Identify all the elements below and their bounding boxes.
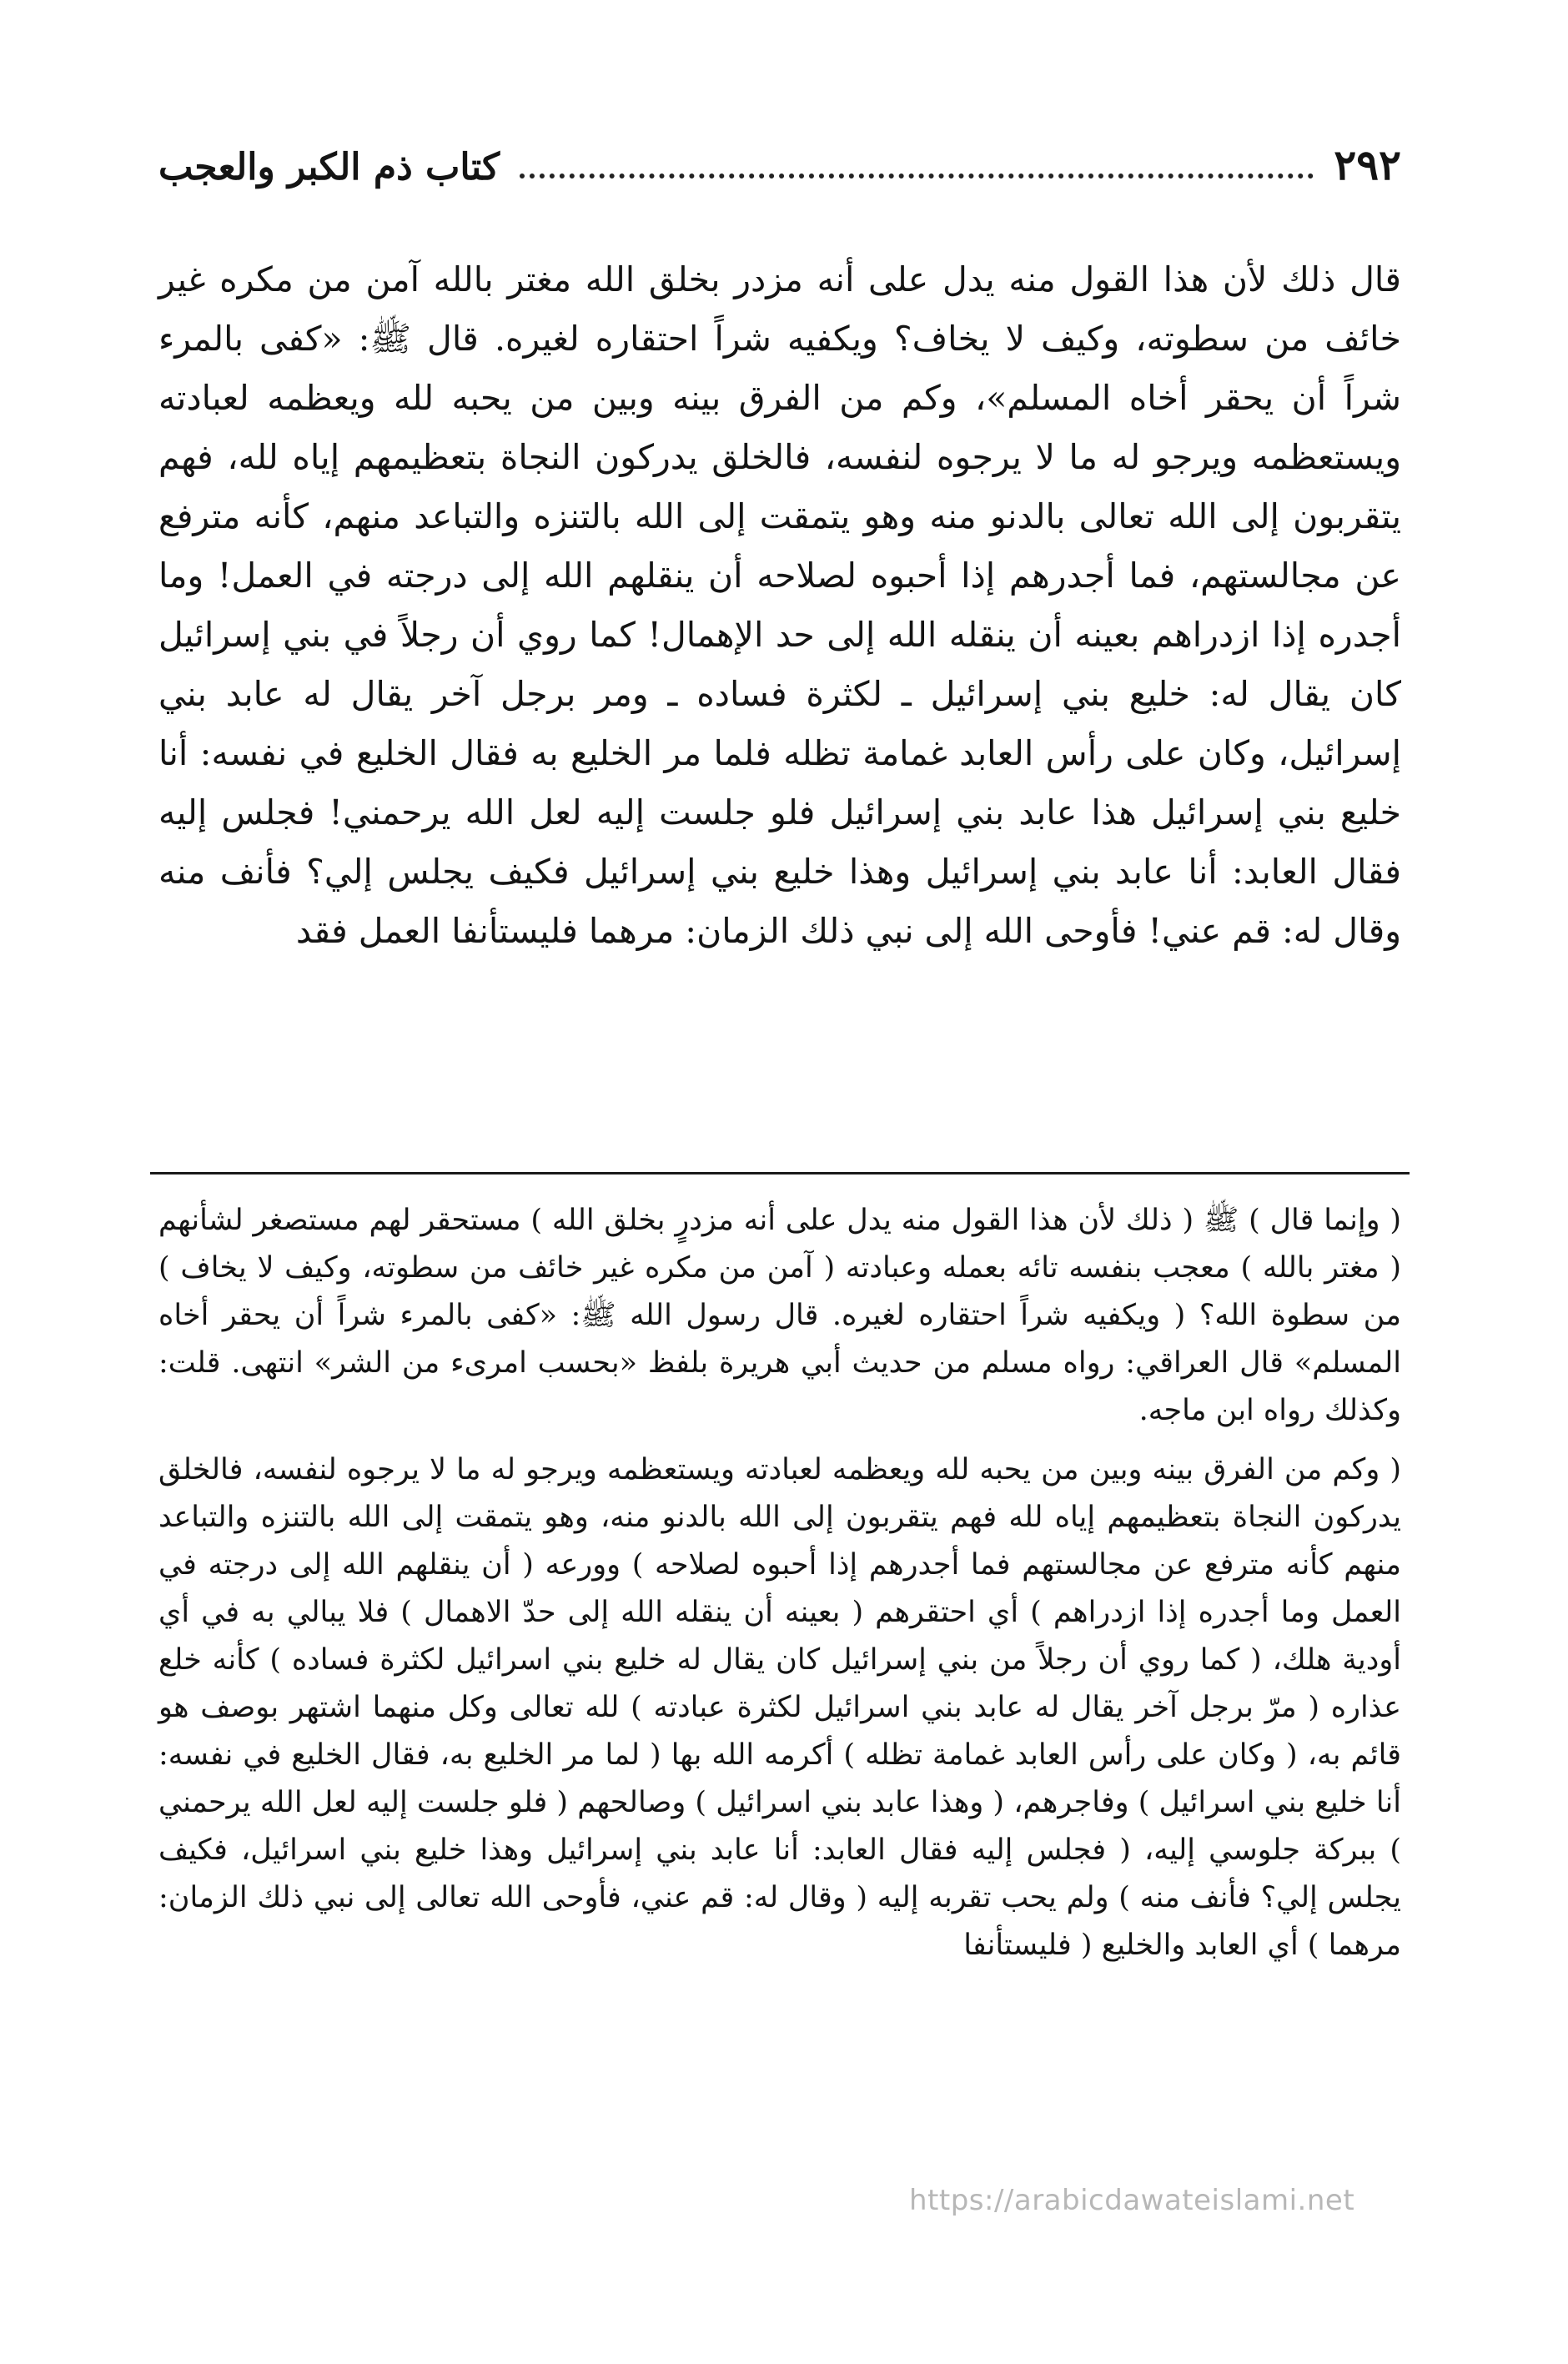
book-chapter-title: كتاب ذم الكبر والعجب: [158, 146, 500, 189]
footnote-divider: [150, 1172, 1410, 1174]
page-header: [158, 140, 1401, 200]
main-paragraph: قال ذلك لأن هذا القول منه يدل على أنه مزدر بخلق الله مغتر بالله آمن من مكره غير خائف من سطوته، وكيف لا يخاف؟ ويكفيه شراً احتقاره لغيره. قال ﷺ: «كفى بالمرء شراً أن يحقر أخاه المسلم»، وكم من الفرق بينه وبين من يحبه لله ويعظمه لعبادته ويستعظمه ويرجو له ما لا يرجوه لنفسه، فالخلق يدركون النجاة بتعظيمهم إياه لله، فهم يتقربون إلى الله تعالى بالدنو منه وهو يتمقت إلى الله بالتنزه والتباعد منهم، كأنه مترفع عن مجالستهم، فما أجدرهم إذا أحبوه لصلاحه أن ينقلهم الله إلى درجته في العمل! وما أجدره إذا ازدراهم بعينه أن ينقله الله إلى حد الإهمال! كما روي أن رجلاً في بني إسرائيل كان يقال له: خليع بني إسرائيل ـ لكثرة فساده ـ ومر برجل آخر يقال له عابد بني إسرائيل، وكان على رأس العابد غمامة تظله فلما مر الخليع به فقال الخليع في نفسه: أنا خليع بني إسرائيل هذا عابد بني إسرائيل فلو جلست إليه لعل الله يرحمني! فجلس إليه فقال العابد: أنا عابد بني إسرائيل وهذا خليع بني إسرائيل فكيف يجلس إلي؟ فأنف منه وقال له: قم عني! فأوحى الله إلى نبي ذلك الزمان: مرهما فليستأنفا العمل فقد: [158, 259, 1401, 951]
page-number: ٢٩٢: [1334, 140, 1401, 189]
header-dotted-leader: [520, 162, 1314, 179]
commentary-block: [158, 1197, 1401, 1981]
commentary-paragraph-2: ( وكم من الفرق بينه وبين من يحبه لله ويعظمه لعبادته ويستعظمه ويرجو له ما لا يرجوه لنفسه، فالخلق يدركون النجاة بتعظيمهم إياه لله فهم يتقربون إلى الله بالدنو منه، وهو يتمقت إلى الله بالتنزه والتباعد منهم كأنه مترفع عن مجالستهم فما أجدرهم إذا أحبوه لصلاحه ) وورعه ( أن ينقلهم الله إلى درجته في العمل وما أجدره إذا ازدراهم ) أي احتقرهم ( بعينه أن ينقله الله إلى حدّ الاهمال ) فلا يبالي به في أي أودية هلك، ( كما روي أن رجلاً من بني إسرائيل كان يقال له خليع بني اسرائيل لكثرة فساده ) كأنه خلع عذاره ( مرّ برجل آخر يقال له عابد بني اسرائيل لكثرة عبادته ) لله تعالى وكل منهما اشتهر بوصف هو قائم به، ( وكان على رأس العابد غمامة تظله ) أكرمه الله بها ( لما مر الخليع به، فقال الخليع في نفسه: أنا خليع بني اسرائيل ) وفاجرهم، ( وهذا عابد بني اسرائيل ) وصالحهم ( فلو جلست إليه لعل الله يرحمني ) ببركة جلوسي إليه، ( فجلس إليه فقال العابد: أنا عابد بني إسرائيل وهذا خليع بني اسرائيل، فكيف يجلس إلي؟ فأنف منه ) ولم يحب تقربه إليه ( وقال له: قم عني، فأوحى الله تعالى إلى نبي ذلك الزمان: مرهما ) أي العابد والخليع ( فليستأنفا: [158, 1453, 1401, 1962]
website-watermark: https://arabicdawateislami.net: [909, 2184, 1355, 2217]
main-text-block: [158, 250, 1401, 961]
commentary-paragraph-1: ( وإنما قال ) ﷺ ( ذلك لأن هذا القول منه يدل على أنه مزدرٍ بخلق الله ) مستحقر لهم مستصغر لشأنهم ( مغتر بالله ) معجب بنفسه تائه بعمله وعبادته ( آمن من مكره غير خائف من سطوته، وكيف لا يخاف ) من سطوة الله؟ ( ويكفيه شراً احتقاره لغيره. قال رسول الله ﷺ: «كفى بالمرء شراً أن يحقر أخاه المسلم» قال العراقي: رواه مسلم من حديث أبي هريرة بلفظ «بحسب امرىء من الشر» انتهى. قلت: وكذلك رواه ابن ماجه.: [158, 1204, 1401, 1427]
